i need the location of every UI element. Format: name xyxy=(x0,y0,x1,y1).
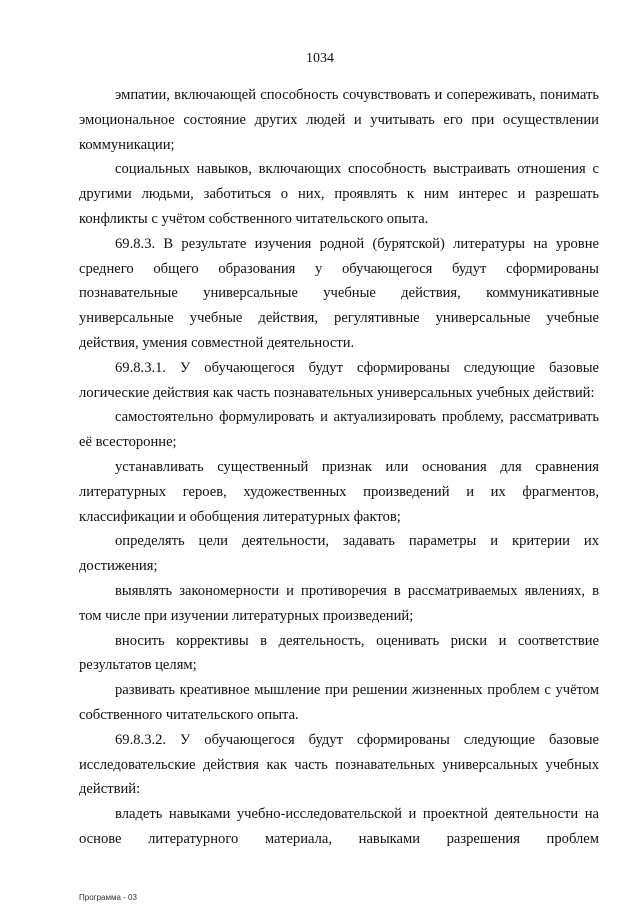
list-item-adjust-activity: вносить коррективы в деятельность, оценивать риски и соответствие результатов целям; xyxy=(79,632,599,674)
list-item-establish-criteria: устанавливать существенный признак или основания для сравнения литературных героев, художественных произведений и их фрагментов, классификации и обобщения литературных фактов; xyxy=(79,458,599,525)
list-item-creative-thinking: развивать креативное мышление при решении жизненных проблем с учётом собственного читательского опыта. xyxy=(79,682,599,723)
paragraph-69-8-3: 69.8.3. В результате изучения родной (бурятской) литературы на уровне среднего общего образования у обучающегося будут сформированы познавательные универсальные учебные действия, коммуникативные универсальные учебные действия, регулятивные универсальные учебные действия, умения совместной деятельности. xyxy=(79,235,599,351)
list-item-formulate-problem: самостоятельно формулировать и актуализировать проблему, рассматривать её всесторонне; xyxy=(79,409,599,451)
document-body xyxy=(79,83,599,852)
list-item-identify-patterns: выявлять закономерности и противоречия в рассматриваемых явлениях, в том числе при изучении литературных произведений; xyxy=(79,582,599,624)
paragraph-69-8-3-1: 69.8.3.1. У обучающегося будут сформированы следующие базовые логические действия как часть познавательных универсальных учебных действий: xyxy=(79,359,599,401)
list-item-research-skills: владеть навыками учебно-исследовательской и проектной деятельности на основе литературного материала, навыками разрешения проблем xyxy=(79,806,599,847)
list-item-define-goals: определять цели деятельности, задавать параметры и критерии их достижения; xyxy=(79,533,599,575)
page-number: 1034 xyxy=(306,51,334,66)
footer-label: Программа - 03 xyxy=(79,893,137,902)
paragraph-social-skills: социальных навыков, включающих способность выстраивать отношения с другими людьми, заботиться о них, проявлять к ним интерес и разрешать конфликты с учётом собственного читательского опыта. xyxy=(79,161,599,227)
paragraph-empathy: эмпатии, включающей способность сочувствовать и сопереживать, понимать эмоциональное состояние других людей и учитывать его при осуществлении коммуникации; xyxy=(79,87,599,153)
paragraph-69-8-3-2: 69.8.3.2. У обучающегося будут сформированы следующие базовые исследовательские действия как часть познавательных универсальных учебных действий: xyxy=(79,731,599,798)
